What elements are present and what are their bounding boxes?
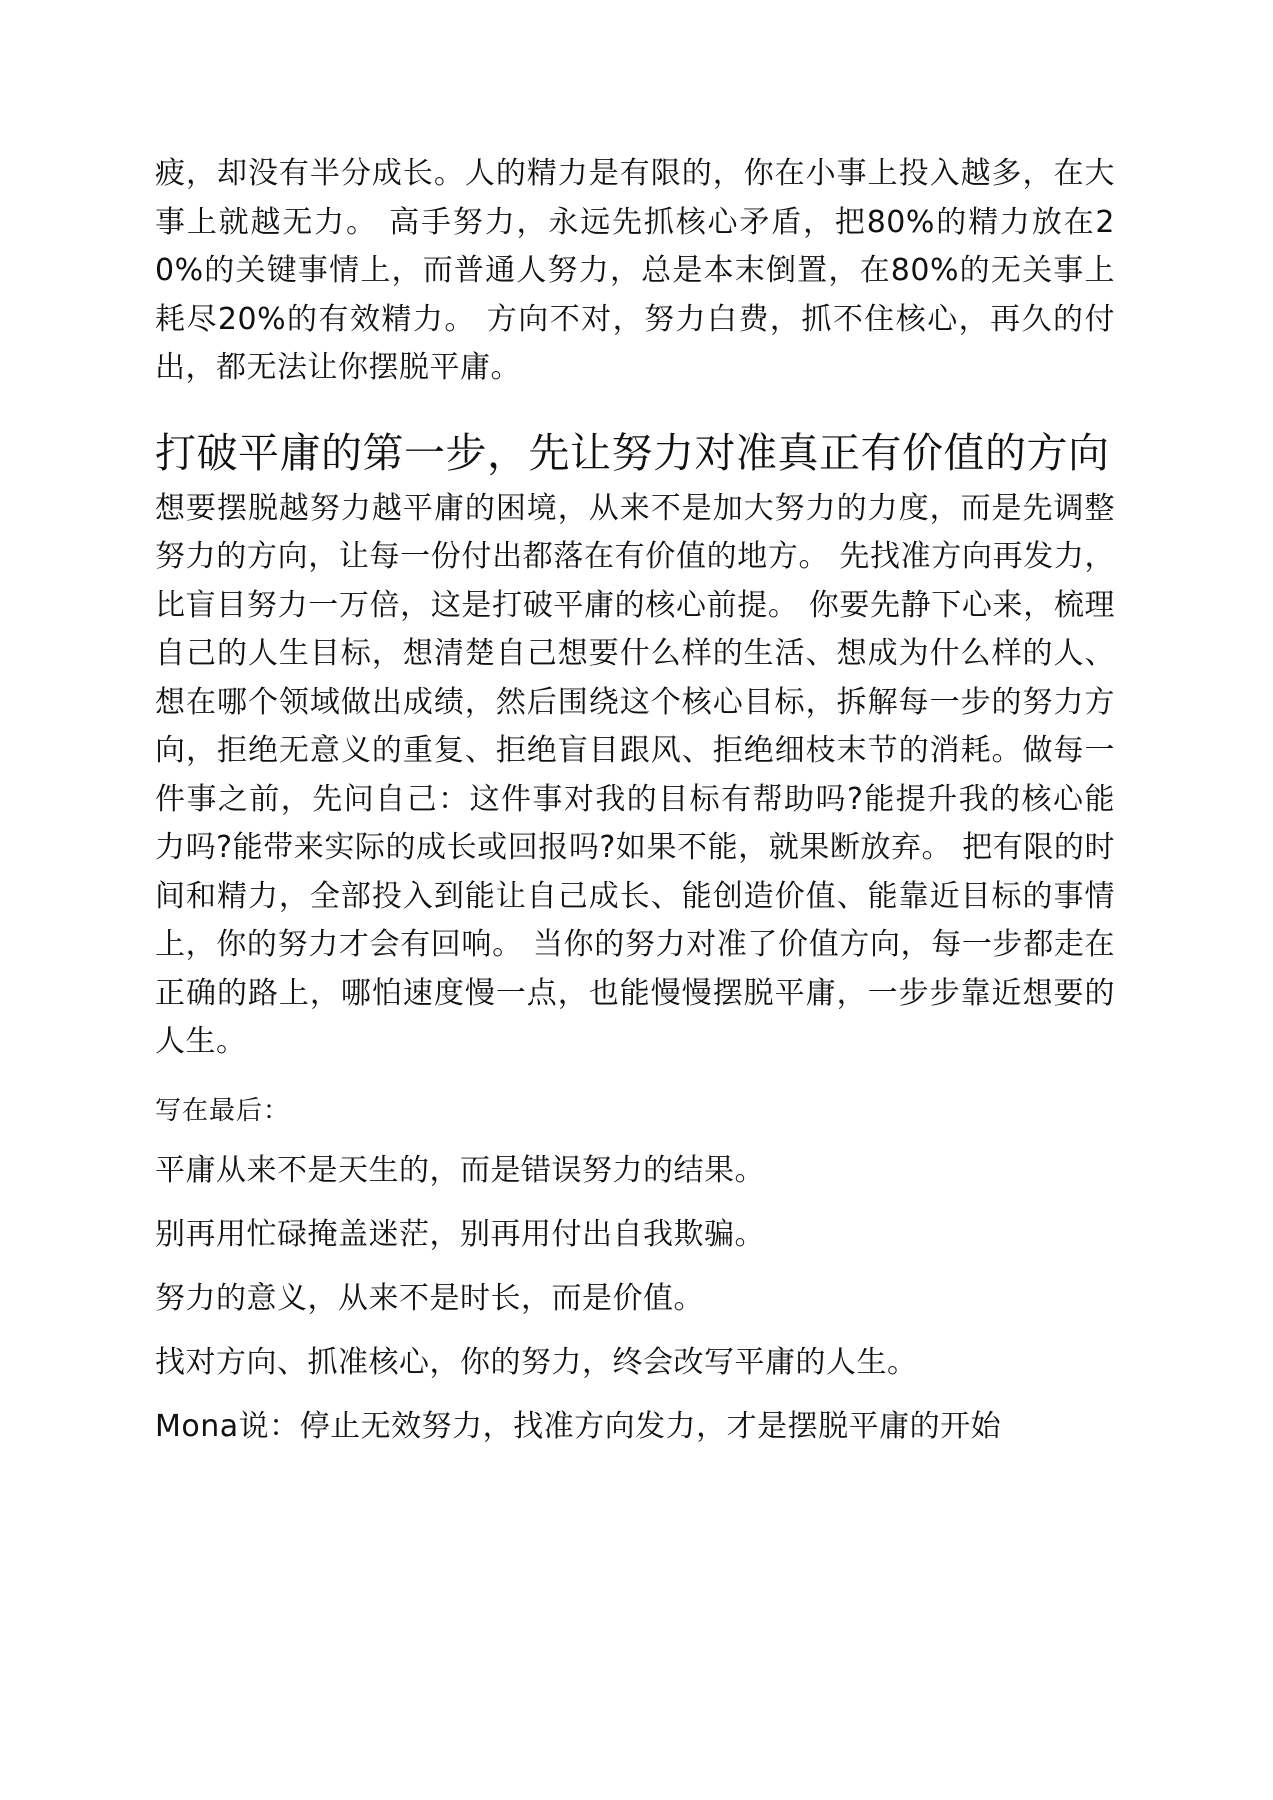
intro-paragraph: 疲，却没有半分成长。人的精力是有限的，你在小事上投入越多，在大事上就越无力。 高手努力，永远先抓核心矛盾，把80%的精力放在20%的关键事情上，而普通人努力，总是本末倒置，在80%的无关事上耗尽20%的有效精力。 方向不对，努力白费，抓不住核心，再久的付出，都无法让你摆脱平庸。 [155,156,1115,385]
closing-signature: Mona说：停止无效努力，找准方向发力，才是摆脱平庸的开始 [155,1408,1002,1444]
section-paragraph: 想要摆脱越努力越平庸的困境，从来不是加大努力的力度，而是先调整努力的方向，让每一份付出都落在有价值的地方。 先找准方向再发力，比盲目努力一万倍，这是打破平庸的核心前提。 你要先静下心来，梳理自己的人生目标，想清楚自己想要什么样的生活、想成为什么样的人、想在哪个领域做出成绩，然后围绕这个核心目标，拆解每一步的努力方向，拒绝无意义的重复、拒绝盲目跟风、拒绝细枝末节的消耗。做每一件事之前，先问自己：这件事对我的目标有帮助吗?能提升我的核心能力吗?能带来实际的成长或回报吗?如果不能，就果断放弃。 把有限的时间和精力，全部投入到能让自己成长、能创造价值、能靠近目标的事情上，你的努力才会有回响。 当你的努力对准了价值方向，每一步都走在正确的路上，哪怕速度慢一点，也能慢慢摆脱平庸，一步步靠近想要的人生。 [155,490,1115,1059]
closing-line: 努力的意义，从来不是时长，而是价值。 [155,1280,704,1316]
closing-line: 平庸从来不是天生的，而是错误努力的结果。 [155,1152,765,1188]
document-page [155,150,1115,1471]
closing-label: 写在最后： [155,1095,291,1126]
closing-line: 别再用忙碌掩盖迷茫，别再用付出自我欺骗。 [155,1216,765,1252]
section-heading: 打破平庸的第一步，先让努力对准真正有价值的方向 [155,428,1110,477]
closing-line: 找对方向、抓准核心，你的努力，终会改写平庸的人生。 [155,1344,918,1380]
